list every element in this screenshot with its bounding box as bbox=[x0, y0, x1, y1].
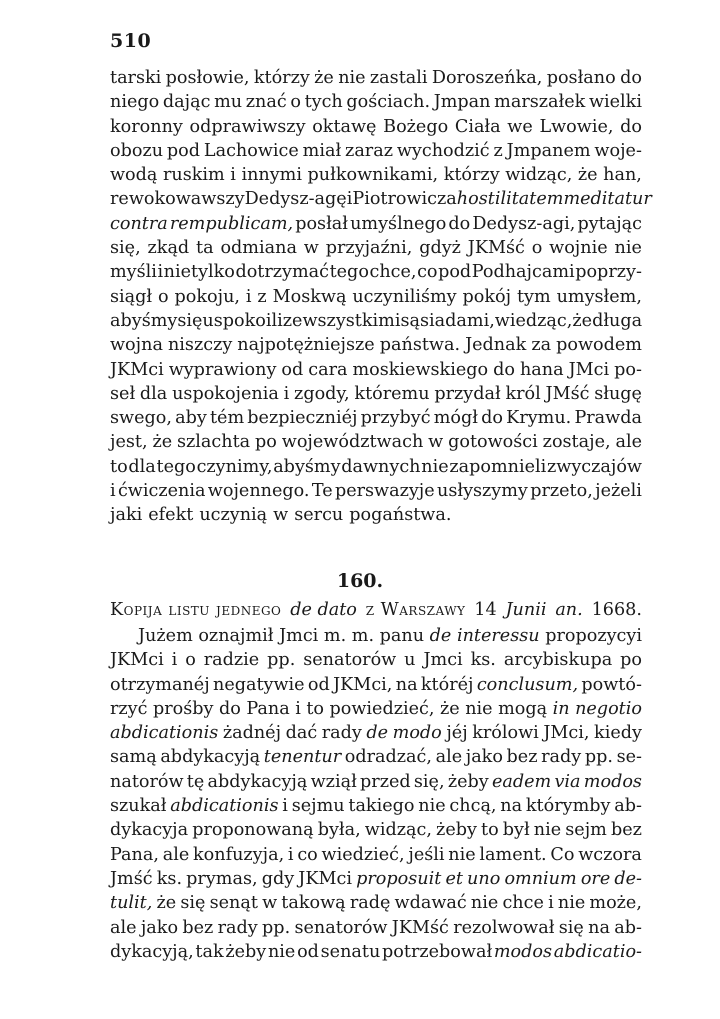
text-line: tarski posłowie, którzy że nie zastali Doroszeńka, posłano do bbox=[110, 68, 642, 88]
text-line: wojna niszczy najpotężniejsze państwa. Jednak za powodem bbox=[110, 335, 642, 356]
text-line: koronny odprawiwszy oktawę Bożego Ciała we Lwowie, do bbox=[110, 116, 642, 137]
text-line: się, zkąd ta odmiana w przyjaźni, gdyż JKMść o wojnie nie bbox=[110, 238, 642, 259]
text-line: natorów tę abdykacyją wziął przed się, żeby eadem via modos bbox=[110, 771, 642, 792]
paragraph-continued bbox=[110, 66, 652, 528]
text-line: jaki efekt uczynią w sercu pogaństwa. bbox=[110, 505, 452, 526]
text-line: seł dla uspokojenia i zgody, któremu przydał król JMść sługę bbox=[110, 383, 642, 404]
text-line: abyśmy się uspokoili ze wszystkimi sąsiadami, wiedząc, że długa bbox=[110, 310, 643, 331]
text-line: siągł o pokoju, i z Moskwą uczyniliśmy pokój tym umysłem, bbox=[110, 286, 642, 307]
text-line: rewokowawszy Dedysz-agę i Piotrowicza hostilitatem meditatur bbox=[110, 189, 652, 210]
letter-body bbox=[110, 624, 642, 964]
heading-place: z Warszawy bbox=[365, 600, 466, 620]
text-line: dykacyją, tak żeby nie od senatu potrzebował modos abdicatio- bbox=[110, 941, 642, 962]
text-line: ale jako bez rady pp. senatorów JKMść rezolwował się na ab- bbox=[110, 917, 642, 938]
heading-month: Junii bbox=[505, 600, 547, 620]
text-line: Jmść ks. prymas, gdy JKMci proposuit et uno omnium ore de- bbox=[110, 868, 642, 889]
heading-year: 1668. bbox=[591, 600, 642, 620]
text-line: samą abdykacyją tenentur odradzać, ale jako bez rady pp. se- bbox=[110, 747, 642, 768]
text-line: jest, że szlachta po województwach w gotowości zostaje, ale bbox=[110, 432, 642, 453]
text-line: wodą ruskim i innymi pułkownikami, którzy widząc, że han, bbox=[110, 165, 642, 186]
heading-title: Kopija listu jednego bbox=[110, 600, 282, 620]
page-number: 510 bbox=[110, 30, 152, 52]
text-line: Jużem oznajmił Jmci m. m. panu de interessu propozycyi bbox=[138, 626, 642, 646]
text-line: dykacyja proponowaną była, widząc, żeby to był nie sejm bez bbox=[110, 820, 642, 841]
text-line: otrzymanéj negatywie od JKMci, na któréj conclusum, powtó- bbox=[110, 674, 642, 695]
text-line: to dla tego czynimy, abyśmy dawnych nie zapomnieli zwyczajów bbox=[110, 456, 642, 477]
text-line: Pana, ale konfuzyja, i co wiedzieć, jeśli nie lament. Co wczora bbox=[110, 844, 642, 865]
text-line: niego dając mu znać o tych gościach. Jmpan marszałek wielki bbox=[110, 92, 642, 113]
section-number: 160. bbox=[336, 570, 384, 592]
letter-heading bbox=[110, 598, 642, 622]
heading-day: 14 bbox=[474, 600, 497, 620]
heading-de-dato: de dato bbox=[290, 600, 357, 620]
text-line: obozu pod Lachowice miał zaraz wychodzić z Jmpanem woje- bbox=[110, 140, 642, 161]
text-line: JKMci i o radzie pp. senatorów u Jmci ks. arcybiskupa po bbox=[110, 650, 642, 671]
text-line: rzyć prośby do Pana i to powiedzieć, że nie mogą in negotio bbox=[110, 698, 642, 719]
text-line: abdicationis żadnéj dać rady de modo jéj królowi JMci, kiedy bbox=[110, 723, 642, 744]
text-line: contra rempublicam, posłał umyślnego do Dedysz-agi, pytając bbox=[110, 213, 642, 234]
text-line: szukał abdicationis i sejmu takiego nie chcą, na którymby ab- bbox=[110, 796, 642, 817]
text-line: tulit, że się senąt w takową radę wdawać nie chce i nie może, bbox=[110, 893, 642, 914]
text-line: JKMci wyprawiony od cara moskiewskiego do hana JMci po- bbox=[110, 359, 642, 380]
text-line: myśli i nietylko dotrzymać tego chce, co pod Podhajcami poprzy- bbox=[110, 262, 642, 283]
heading-an: an. bbox=[555, 600, 583, 620]
text-line: swego, aby tém bezpieczniéj przybyć mógł do Krymu. Prawda bbox=[110, 408, 642, 429]
text-line: i ćwiczenia wojennego. Te perswazyje usłyszymy przeto, jeżeli bbox=[110, 481, 642, 502]
